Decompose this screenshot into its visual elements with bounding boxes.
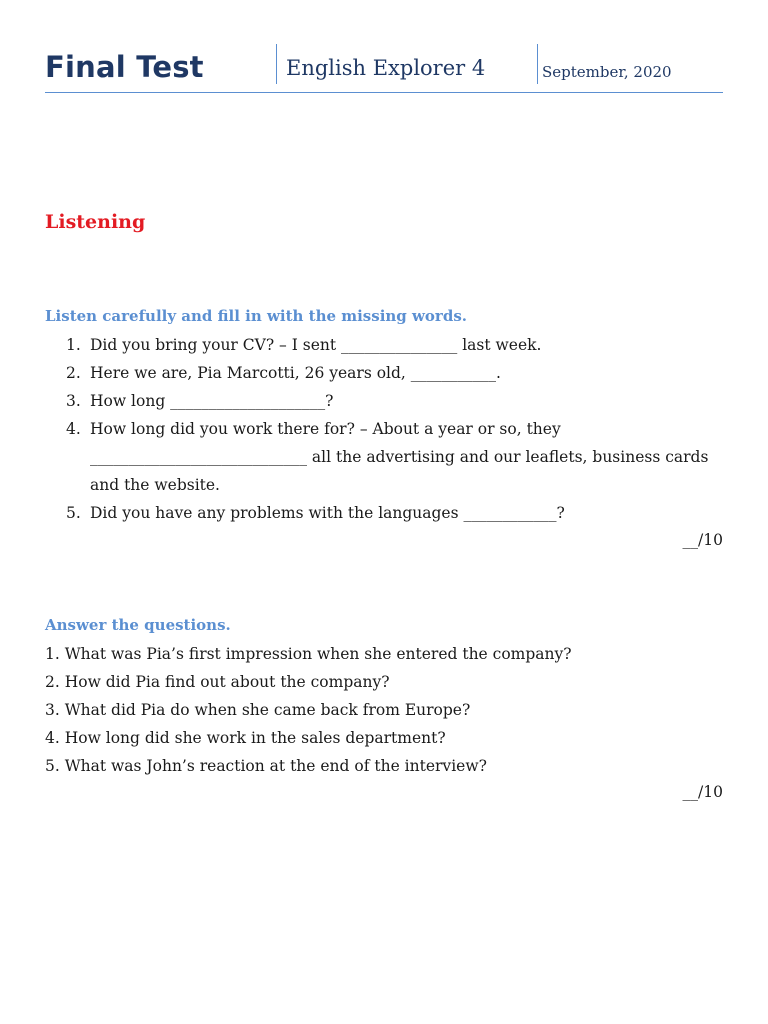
- questions-list: [45, 640, 725, 780]
- item-number: 2.: [66, 364, 81, 382]
- header-divider: [276, 44, 277, 84]
- fill-in-list: [66, 331, 726, 527]
- page-header: [45, 40, 723, 93]
- item-text: Here we are, Pia Marcotti, 26 years old, ___________.: [90, 364, 501, 382]
- item-number: 1.: [66, 336, 81, 354]
- item-number: 3.: [66, 392, 81, 410]
- list-item: [66, 415, 726, 499]
- course-name: English Explorer 4: [286, 56, 486, 80]
- item-text: How long did you work there for? – About a year or so, they ____________________________ all the advertising and our leaflets, business cards and the website.: [90, 420, 709, 494]
- score-questions: __/10: [682, 783, 723, 801]
- item-text: Did you bring your CV? – I sent _______________ last week.: [90, 336, 542, 354]
- list-item: 5. What was John’s reaction at the end of the interview?: [45, 757, 487, 775]
- list-item: [66, 499, 726, 527]
- item-number: 5.: [66, 504, 81, 522]
- list-item: [66, 387, 726, 415]
- list-item: 3. What did Pia do when she came back from Europe?: [45, 701, 471, 719]
- item-text: How long ____________________?: [90, 392, 334, 410]
- list-item: [66, 331, 726, 359]
- list-item: 1. What was Pia’s first impression when she entered the company?: [45, 645, 572, 663]
- questions-instruction: Answer the questions.: [45, 616, 231, 634]
- list-item: [66, 359, 726, 387]
- item-text: Did you have any problems with the languages ____________?: [90, 504, 565, 522]
- item-number: 4.: [66, 420, 81, 438]
- score-fill-in: __/10: [682, 531, 723, 549]
- page-title: Final Test: [45, 50, 204, 84]
- section-heading-listening: Listening: [45, 211, 146, 233]
- list-item: 2. How did Pia find out about the company?: [45, 673, 390, 691]
- list-item: 4. How long did she work in the sales department?: [45, 729, 446, 747]
- test-date: September, 2020: [542, 63, 672, 81]
- fill-in-instruction: Listen carefully and fill in with the missing words.: [45, 307, 467, 325]
- header-divider: [537, 44, 538, 84]
